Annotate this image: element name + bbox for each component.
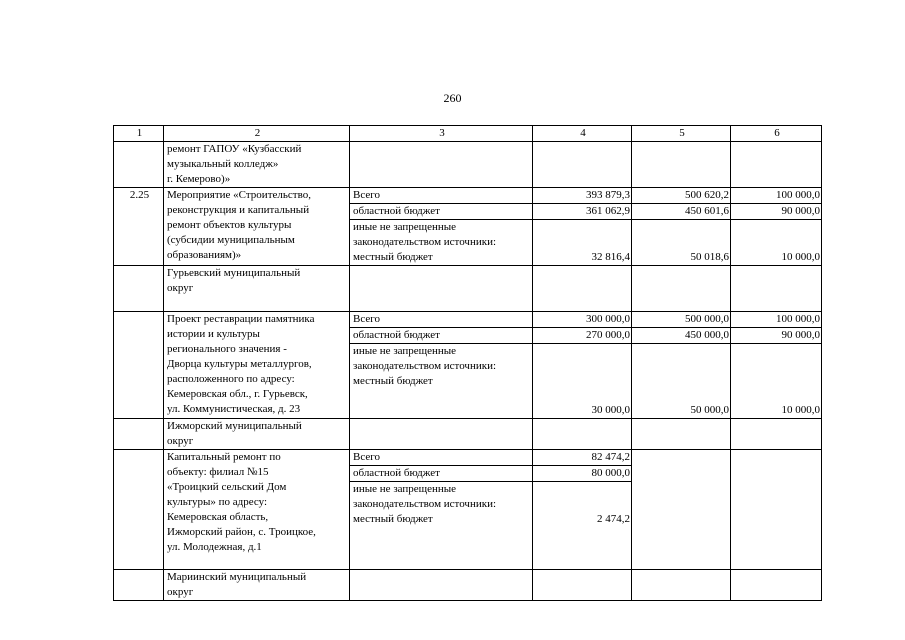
cell-district	[164, 570, 350, 601]
cell-value: 500 000,0	[632, 312, 731, 328]
cell-value: 393 879,3	[533, 188, 632, 204]
cell-value: 50 018,6	[632, 220, 731, 266]
source-line: местный бюджет	[353, 375, 433, 387]
budget-table	[113, 125, 822, 601]
cell-source	[350, 344, 533, 419]
name-line: объекту: филиал №15	[167, 466, 269, 478]
name-line: расположенного по адресу:	[167, 373, 295, 385]
cell-value: 80 000,0	[533, 466, 632, 482]
cell-source: Всего	[350, 312, 533, 328]
source-line: законодательством источники:	[353, 360, 497, 372]
name-line: культуры» по адресу:	[167, 496, 268, 508]
table-row	[114, 570, 822, 601]
name-line: реконструкция и капитальный	[167, 204, 310, 216]
column-header-2: 2	[164, 126, 350, 142]
name-line: (субсидии муниципальным	[167, 234, 295, 246]
cell-name	[164, 450, 350, 570]
district-line: Мариинский муниципальный	[167, 571, 307, 583]
table-row	[114, 419, 822, 450]
name-line: Капитальный ремонт по	[167, 451, 281, 463]
name-line: истории и культуры	[167, 328, 260, 340]
district-line: Гурьевский муниципальный	[167, 267, 301, 279]
name-line: Ижморский район, с. Троицкое,	[167, 526, 316, 538]
column-header-1: 1	[114, 126, 164, 142]
district-line: округ	[167, 586, 194, 598]
cell-source: Всего	[350, 188, 533, 204]
source-line: законодательством источники:	[353, 498, 497, 510]
column-header-row	[114, 126, 822, 142]
cell-value: 361 062,9	[533, 204, 632, 220]
cell-value: 300 000,0	[533, 312, 632, 328]
cell-source: областной бюджет	[350, 466, 533, 482]
cell-value: 82 474,2	[533, 450, 632, 466]
name-line: ремонт ГАПОУ «Кузбасский	[167, 143, 302, 155]
cell-name	[164, 312, 350, 419]
cell-value: 10 000,0	[731, 220, 822, 266]
table-row	[114, 142, 822, 188]
name-line: Дворца культуры металлургов,	[167, 358, 312, 370]
name-line: Проект реставрации памятника	[167, 313, 315, 325]
cell-source: Всего	[350, 450, 533, 466]
source-line: иные не запрещенные	[353, 483, 457, 495]
cell-value: 32 816,4	[533, 220, 632, 266]
cell-source: областной бюджет	[350, 204, 533, 220]
name-line: Кемеровская обл., г. Гурьевск,	[167, 388, 308, 400]
cell-num	[114, 142, 164, 188]
table-row	[114, 266, 822, 312]
cell-value: 90 000,0	[731, 328, 822, 344]
cell-value: 450 601,6	[632, 204, 731, 220]
district-line: округ	[167, 282, 194, 294]
cell-value: 100 000,0	[731, 312, 822, 328]
name-line: ремонт объектов культуры	[167, 219, 292, 231]
cell-source	[350, 220, 533, 266]
column-header-4: 4	[533, 126, 632, 142]
name-line: ул. Коммунистическая, д. 23	[167, 403, 301, 415]
cell-value: 450 000,0	[632, 328, 731, 344]
cell-name	[164, 188, 350, 266]
cell-value: 100 000,0	[731, 188, 822, 204]
table-row	[114, 188, 822, 204]
name-line: Кемеровская область,	[167, 511, 269, 523]
column-header-3: 3	[350, 126, 533, 142]
column-header-6: 6	[731, 126, 822, 142]
cell-value: 50 000,0	[632, 344, 731, 419]
district-line: округ	[167, 435, 194, 447]
cell-district	[164, 266, 350, 312]
name-line: г. Кемерово)»	[167, 173, 231, 185]
cell-value: 500 620,2	[632, 188, 731, 204]
cell-value: 90 000,0	[731, 204, 822, 220]
cell-value: 2 474,2	[533, 482, 632, 570]
source-line: местный бюджет	[353, 513, 433, 525]
cell-source: областной бюджет	[350, 328, 533, 344]
source-line: иные не запрещенные	[353, 345, 457, 357]
name-line: образованиям)»	[167, 249, 242, 261]
source-line: иные не запрещенные	[353, 221, 457, 233]
column-header-5: 5	[632, 126, 731, 142]
cell-name	[164, 142, 350, 188]
cell-value: 270 000,0	[533, 328, 632, 344]
cell-source	[350, 482, 533, 570]
table-row	[114, 312, 822, 328]
source-line: местный бюджет	[353, 251, 433, 263]
name-line: регионального значения -	[167, 343, 287, 355]
cell-value: 10 000,0	[731, 344, 822, 419]
source-line: законодательством источники:	[353, 236, 497, 248]
district-line: Ижморский муниципальный	[167, 420, 302, 432]
name-line: ул. Молодежная, д.1	[167, 541, 262, 553]
name-line: «Троицкий сельский Дом	[167, 481, 287, 493]
name-line: Мероприятие «Строительство,	[167, 189, 311, 201]
cell-district	[164, 419, 350, 450]
table-row	[114, 450, 822, 466]
cell-num: 2.25	[114, 188, 164, 266]
page-number: 260	[443, 91, 462, 105]
cell-value: 30 000,0	[533, 344, 632, 419]
name-line: музыкальный колледж»	[167, 158, 279, 170]
